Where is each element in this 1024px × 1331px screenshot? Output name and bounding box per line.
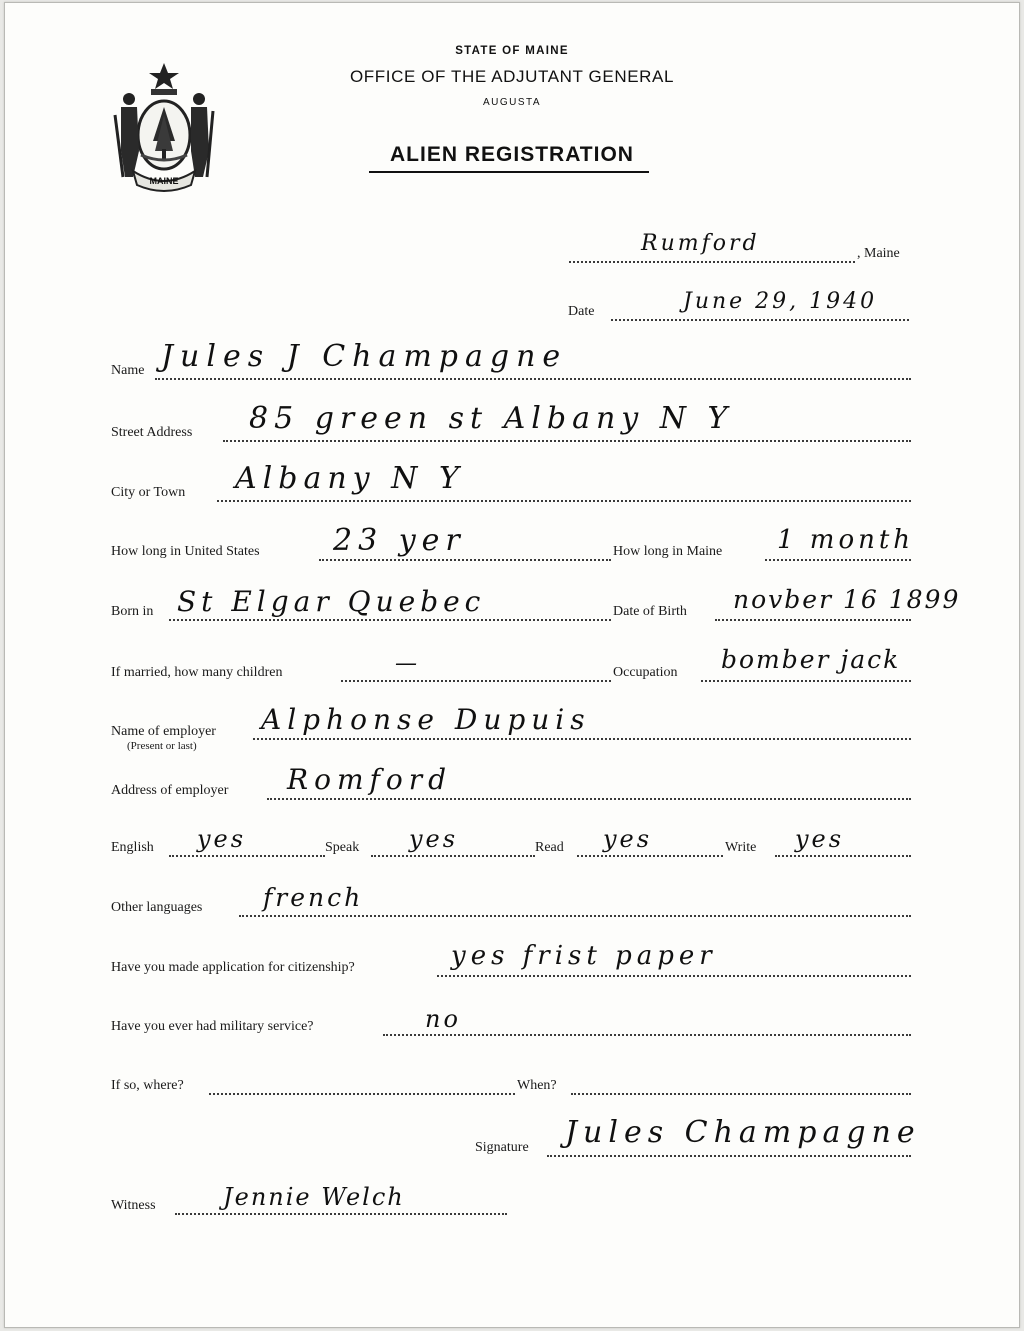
how-long-us-label: How long in United States — [111, 544, 260, 559]
city-town-label: City or Town — [111, 485, 186, 500]
place-line — [569, 261, 855, 263]
date-of-birth-value: novber 16 1899 — [733, 585, 961, 614]
read-line — [577, 855, 723, 857]
date-value: June 29, 1940 — [683, 289, 878, 314]
write-value: yes — [795, 825, 845, 853]
occupation-line — [701, 680, 911, 682]
header-office: OFFICE OF THE ADJUTANT GENERAL — [349, 67, 675, 86]
name-value: Jules J Champagne — [161, 339, 568, 374]
children-value: — — [395, 651, 420, 676]
speak-line — [371, 855, 535, 857]
signature-value: Jules Champagne — [565, 1115, 921, 1150]
military-value: no — [425, 1005, 461, 1033]
employer-address-label: Address of employer — [111, 783, 229, 798]
how-long-us-value: 23 yer — [333, 523, 466, 558]
where-line — [209, 1093, 515, 1095]
occupation-label: Occupation — [613, 665, 678, 680]
street-address-value: 85 green st Albany N Y — [249, 401, 734, 436]
maine-label: , Maine — [857, 246, 900, 261]
street-address-line — [223, 440, 911, 442]
born-in-line — [169, 619, 611, 621]
employer-address-line — [267, 798, 911, 800]
employer-address-value: Romford — [287, 763, 453, 796]
english-line — [169, 855, 325, 857]
employer-name-label: Name of employer — [111, 724, 216, 739]
other-languages-value: french — [263, 883, 364, 912]
military-line — [383, 1034, 911, 1036]
speak-label: Speak — [325, 840, 360, 855]
title-underline — [369, 171, 649, 173]
witness-label: Witness — [111, 1198, 156, 1213]
header-state: STATE OF MAINE — [455, 45, 569, 57]
city-town-value: Albany N Y — [235, 461, 465, 496]
name-line — [155, 378, 911, 380]
form-title: ALIEN REGISTRATION — [390, 143, 634, 166]
speak-value: yes — [409, 825, 459, 853]
witness-line — [175, 1213, 507, 1215]
how-long-maine-label: How long in Maine — [613, 544, 723, 559]
occupation-value: bomber jack — [721, 645, 901, 674]
other-languages-line — [239, 915, 911, 917]
how-long-maine-value: 1 month — [777, 525, 915, 555]
date-line — [611, 319, 909, 321]
place-value: Rumford — [641, 231, 760, 256]
how-long-us-line — [319, 559, 611, 561]
employer-name-value: Alphonse Dupuis — [261, 703, 591, 736]
children-line — [341, 680, 611, 682]
when-line — [571, 1093, 911, 1095]
employer-name-line — [253, 738, 911, 740]
employer-name-sublabel: (Present or last) — [127, 740, 197, 752]
other-languages-label: Other languages — [111, 900, 203, 915]
date-of-birth-line — [715, 619, 911, 621]
children-label: If married, how many children — [111, 665, 283, 680]
read-label: Read — [535, 840, 564, 855]
english-value: yes — [197, 825, 247, 853]
header-city: AUGUSTA — [482, 97, 542, 108]
when-label: When? — [517, 1078, 557, 1093]
signature-line — [547, 1155, 911, 1157]
witness-value: Jennie Welch — [223, 1183, 405, 1211]
military-label: Have you ever had military service? — [111, 1019, 314, 1034]
date-of-birth-label: Date of Birth — [613, 604, 687, 619]
name-label: Name — [111, 363, 145, 378]
date-label: Date — [568, 304, 595, 319]
city-town-line — [217, 500, 911, 502]
write-line — [775, 855, 911, 857]
born-in-label: Born in — [111, 604, 154, 619]
read-value: yes — [603, 825, 653, 853]
registration-form-sheet — [4, 2, 1020, 1328]
seal-inscription: MAINE — [149, 176, 179, 186]
how-long-maine-line — [765, 559, 911, 561]
english-label: English — [111, 840, 154, 855]
born-in-value: St Elgar Quebec — [177, 585, 486, 618]
street-address-label: Street Address — [111, 425, 193, 440]
citizenship-line — [437, 975, 911, 977]
citizenship-value: yes frist paper — [451, 941, 717, 971]
write-label: Write — [725, 840, 757, 855]
citizenship-label: Have you made application for citizenship? — [111, 960, 355, 975]
where-label: If so, where? — [111, 1078, 184, 1093]
signature-label: Signature — [475, 1140, 529, 1155]
